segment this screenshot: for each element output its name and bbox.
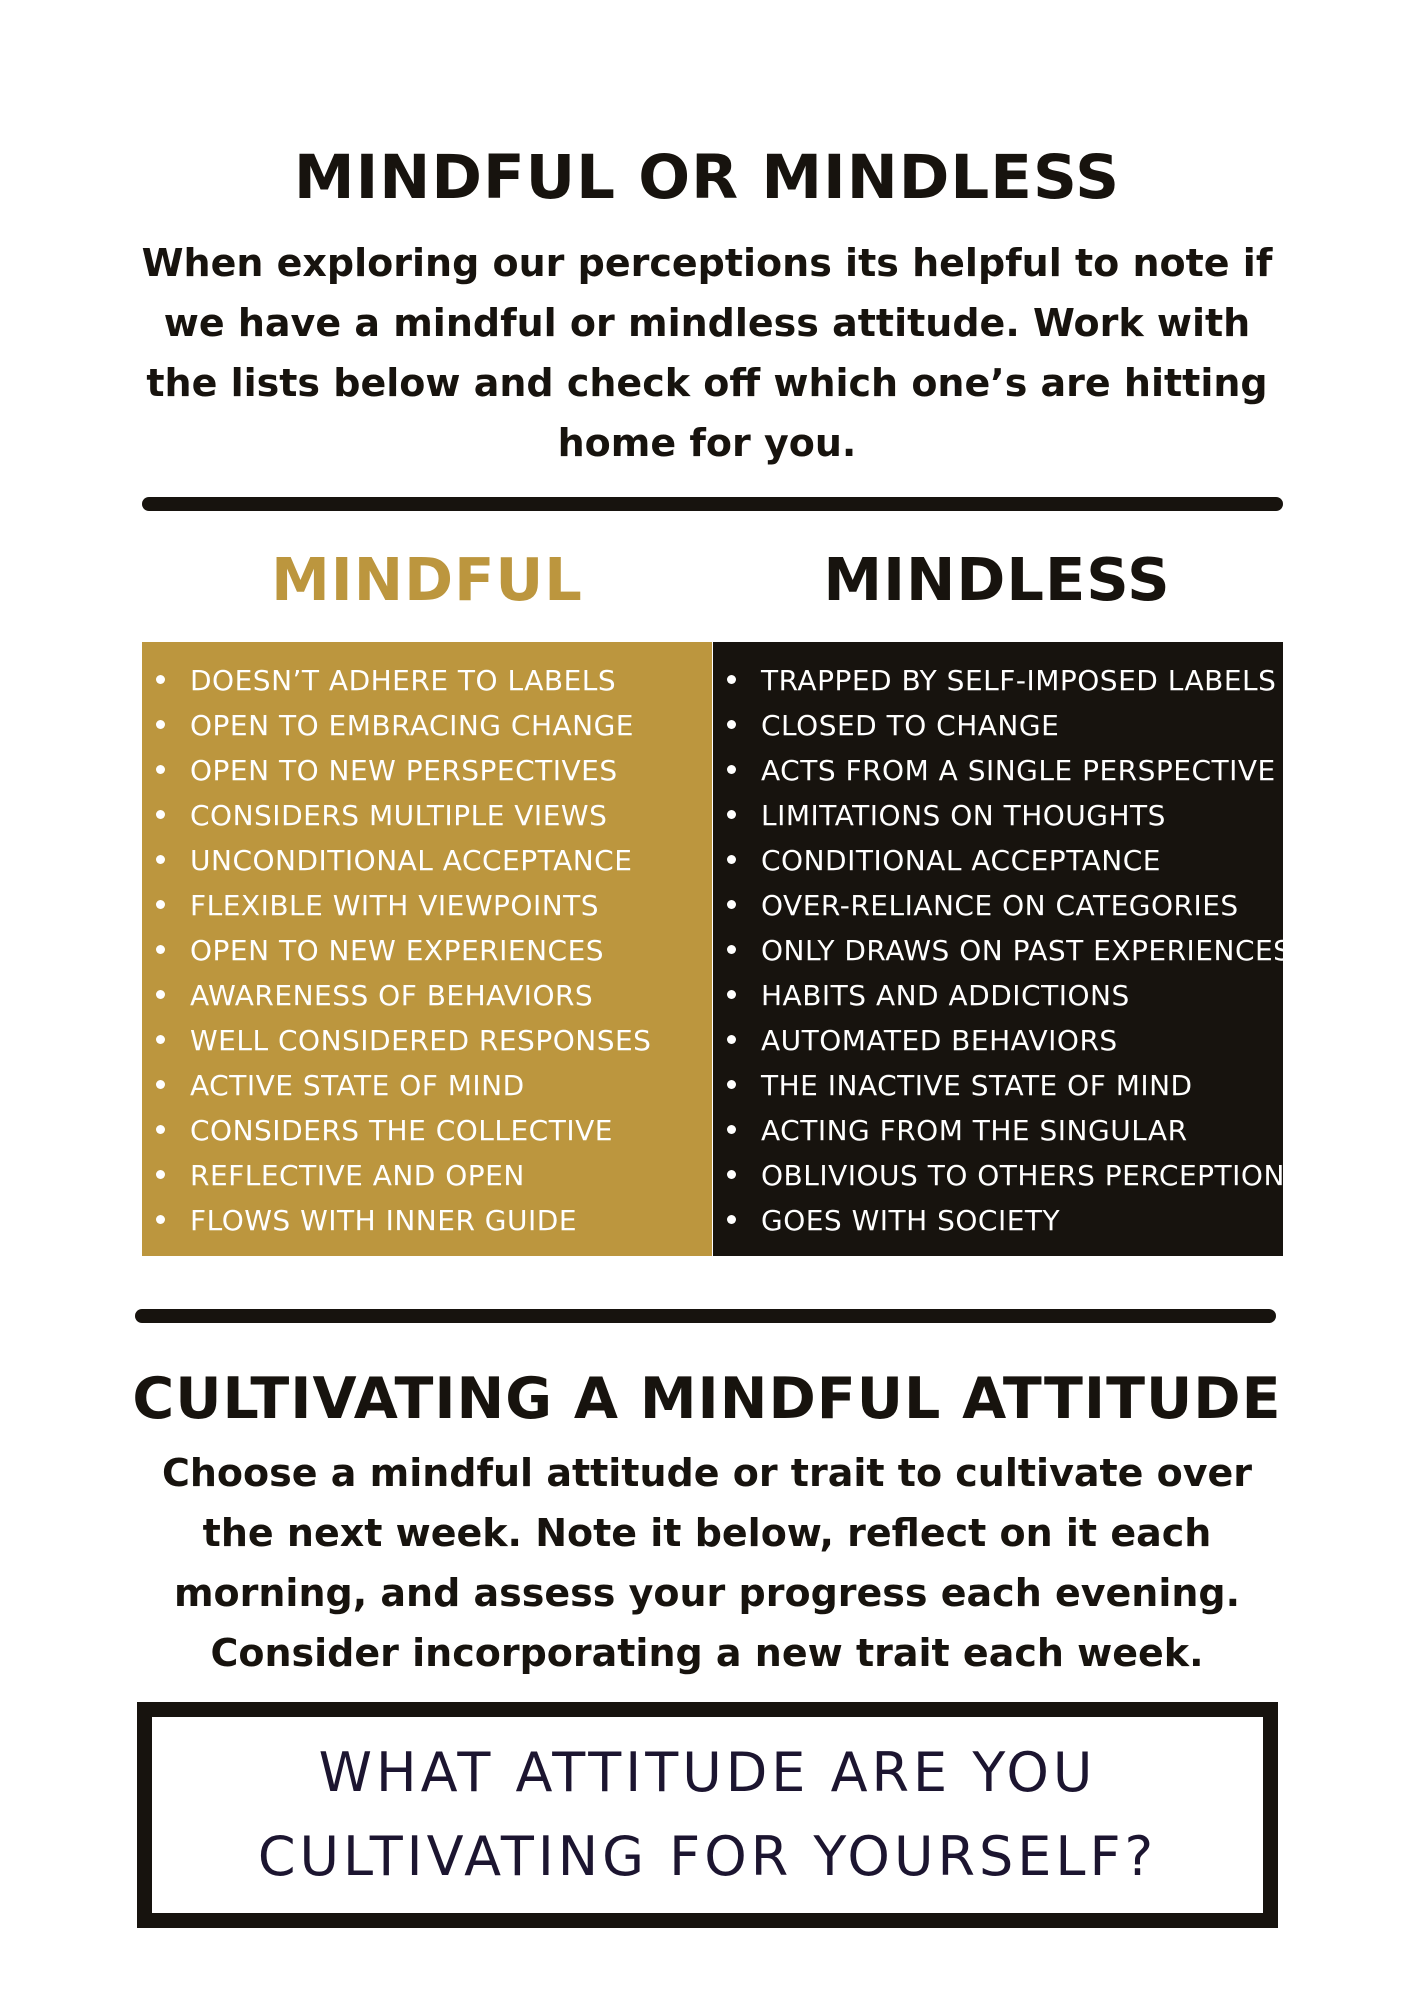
bullet-icon [727, 675, 736, 684]
mindful-item[interactable] [142, 1153, 712, 1198]
bullet-icon [727, 990, 736, 999]
bullet-icon [156, 1215, 165, 1224]
mindless-panel [713, 642, 1304, 1256]
mindful-item-label: CONSIDERS THE COLLECTIVE [190, 1114, 613, 1147]
mindful-panel [142, 642, 712, 1256]
mindful-item-label: AWARENESS OF BEHAVIORS [190, 979, 594, 1012]
bullet-icon [727, 1215, 736, 1224]
mindless-item-label: AUTOMATED BEHAVIORS [761, 1024, 1118, 1057]
bullet-icon [156, 945, 165, 954]
mindful-item-label: OPEN TO EMBRACING CHANGE [190, 709, 634, 742]
mindful-item[interactable] [142, 703, 712, 748]
mindless-item[interactable] [713, 748, 1283, 793]
mindless-item-label: OVER-RELIANCE ON CATEGORIES [761, 889, 1239, 922]
bullet-icon [727, 1125, 736, 1134]
bullet-icon [727, 855, 736, 864]
mindful-item-label: UNCONDITIONAL ACCEPTANCE [190, 844, 633, 877]
page-title: MINDFUL OR MINDLESS [293, 142, 1121, 213]
cultivating-paragraph: Choose a mindful attitude or trait to cultivate over the next week. Note it below, reflect on it each morning, and assess your progress each evening. Consider incorporating a new trait each week. [161, 1451, 1253, 1675]
bullet-icon [727, 720, 736, 729]
mindless-item-label: ACTS FROM A SINGLE PERSPECTIVE [761, 754, 1276, 787]
mindful-item[interactable] [142, 1108, 712, 1153]
mindless-item[interactable] [713, 928, 1292, 973]
mindful-item-label: DOESN’T ADHERE TO LABELS [190, 664, 617, 697]
mindful-item-label: REFLECTIVE AND OPEN [190, 1159, 525, 1192]
mindless-item[interactable] [713, 973, 1283, 1018]
mindful-item[interactable] [142, 1018, 712, 1063]
top-divider [142, 497, 1283, 511]
mindless-item-label: CONDITIONAL ACCEPTANCE [761, 844, 1161, 877]
cultivating-title: CULTIVATING A MINDFUL ATTITUDE [132, 1366, 1282, 1432]
middle-divider [135, 1309, 1276, 1323]
mindful-item-label: CONSIDERS MULTIPLE VIEWS [190, 799, 608, 832]
mindless-item-label: ACTING FROM THE SINGULAR [761, 1114, 1188, 1147]
bullet-icon [727, 1080, 736, 1089]
mindful-item-label: OPEN TO NEW PERSPECTIVES [190, 754, 618, 787]
bullet-icon [156, 720, 165, 729]
bullet-icon [156, 1125, 165, 1134]
mindless-item-label: THE INACTIVE STATE OF MIND [761, 1069, 1193, 1102]
bullet-icon [156, 1170, 165, 1179]
bullet-icon [727, 900, 736, 909]
question-box [137, 1702, 1278, 1928]
mindless-list [713, 658, 1304, 1243]
bullet-icon [156, 675, 165, 684]
mindless-item[interactable] [713, 793, 1283, 838]
bullet-icon [727, 1035, 736, 1044]
mindless-item[interactable] [713, 1018, 1283, 1063]
mindful-item-label: FLOWS WITH INNER GUIDE [190, 1204, 578, 1237]
mindless-item-label: OBLIVIOUS TO OTHERS PERCEPTIONS [761, 1159, 1304, 1192]
mindless-item-label: LIMITATIONS ON THOUGHTS [761, 799, 1166, 832]
mindful-item-label: ACTIVE STATE OF MIND [190, 1069, 525, 1102]
mindless-item[interactable] [713, 1153, 1304, 1198]
mindless-item[interactable] [713, 703, 1283, 748]
mindless-item-label: ONLY DRAWS ON PAST EXPERIENCES [761, 934, 1292, 967]
mindless-item-label: GOES WITH SOCIETY [761, 1204, 1061, 1237]
mindful-item[interactable] [142, 1198, 712, 1243]
mindless-item[interactable] [713, 658, 1283, 703]
bullet-icon [156, 855, 165, 864]
mindful-item-label: WELL CONSIDERED RESPONSES [190, 1024, 652, 1057]
bullet-icon [727, 1170, 736, 1179]
mindless-item[interactable] [713, 838, 1283, 883]
mindful-item[interactable] [142, 748, 712, 793]
mindful-item[interactable] [142, 658, 712, 703]
bullet-icon [156, 990, 165, 999]
bullet-icon [156, 1080, 165, 1089]
mindful-list [142, 658, 712, 1243]
mindful-item[interactable] [142, 838, 712, 883]
mindless-item[interactable] [713, 1198, 1283, 1243]
mindless-item[interactable] [713, 1063, 1283, 1108]
intro-paragraph: When exploring our perceptions its helpful to note if we have a mindful or mindless attitude. Work with the lists below and check off which one’s are hitting home for you. [141, 241, 1273, 465]
question-line-2: CULTIVATING FOR YOURSELF? [257, 1825, 1158, 1888]
bullet-icon [156, 810, 165, 819]
mindful-item-label: FLEXIBLE WITH VIEWPOINTS [190, 889, 600, 922]
mindful-item[interactable] [142, 883, 712, 928]
bullet-icon [727, 810, 736, 819]
bullet-icon [156, 1035, 165, 1044]
question-text [258, 1731, 1157, 1899]
bullet-icon [156, 765, 165, 774]
mindless-item[interactable] [713, 883, 1283, 928]
mindless-heading: MINDLESS [823, 545, 1171, 614]
mindless-item[interactable] [713, 1108, 1283, 1153]
question-line-1: WHAT ATTITUDE ARE YOU [318, 1741, 1097, 1804]
mindful-item[interactable] [142, 793, 712, 838]
mindful-item[interactable] [142, 973, 712, 1018]
mindful-item[interactable] [142, 928, 712, 973]
mindless-item-label: HABITS AND ADDICTIONS [761, 979, 1130, 1012]
bullet-icon [727, 945, 736, 954]
mindful-item-label: OPEN TO NEW EXPERIENCES [190, 934, 605, 967]
mindful-heading: MINDFUL [271, 545, 583, 614]
mindless-item-label: TRAPPED BY SELF-IMPOSED LABELS [761, 664, 1277, 697]
bullet-icon [727, 765, 736, 774]
bullet-icon [156, 900, 165, 909]
mindless-item-label: CLOSED TO CHANGE [761, 709, 1060, 742]
mindful-item[interactable] [142, 1063, 712, 1108]
